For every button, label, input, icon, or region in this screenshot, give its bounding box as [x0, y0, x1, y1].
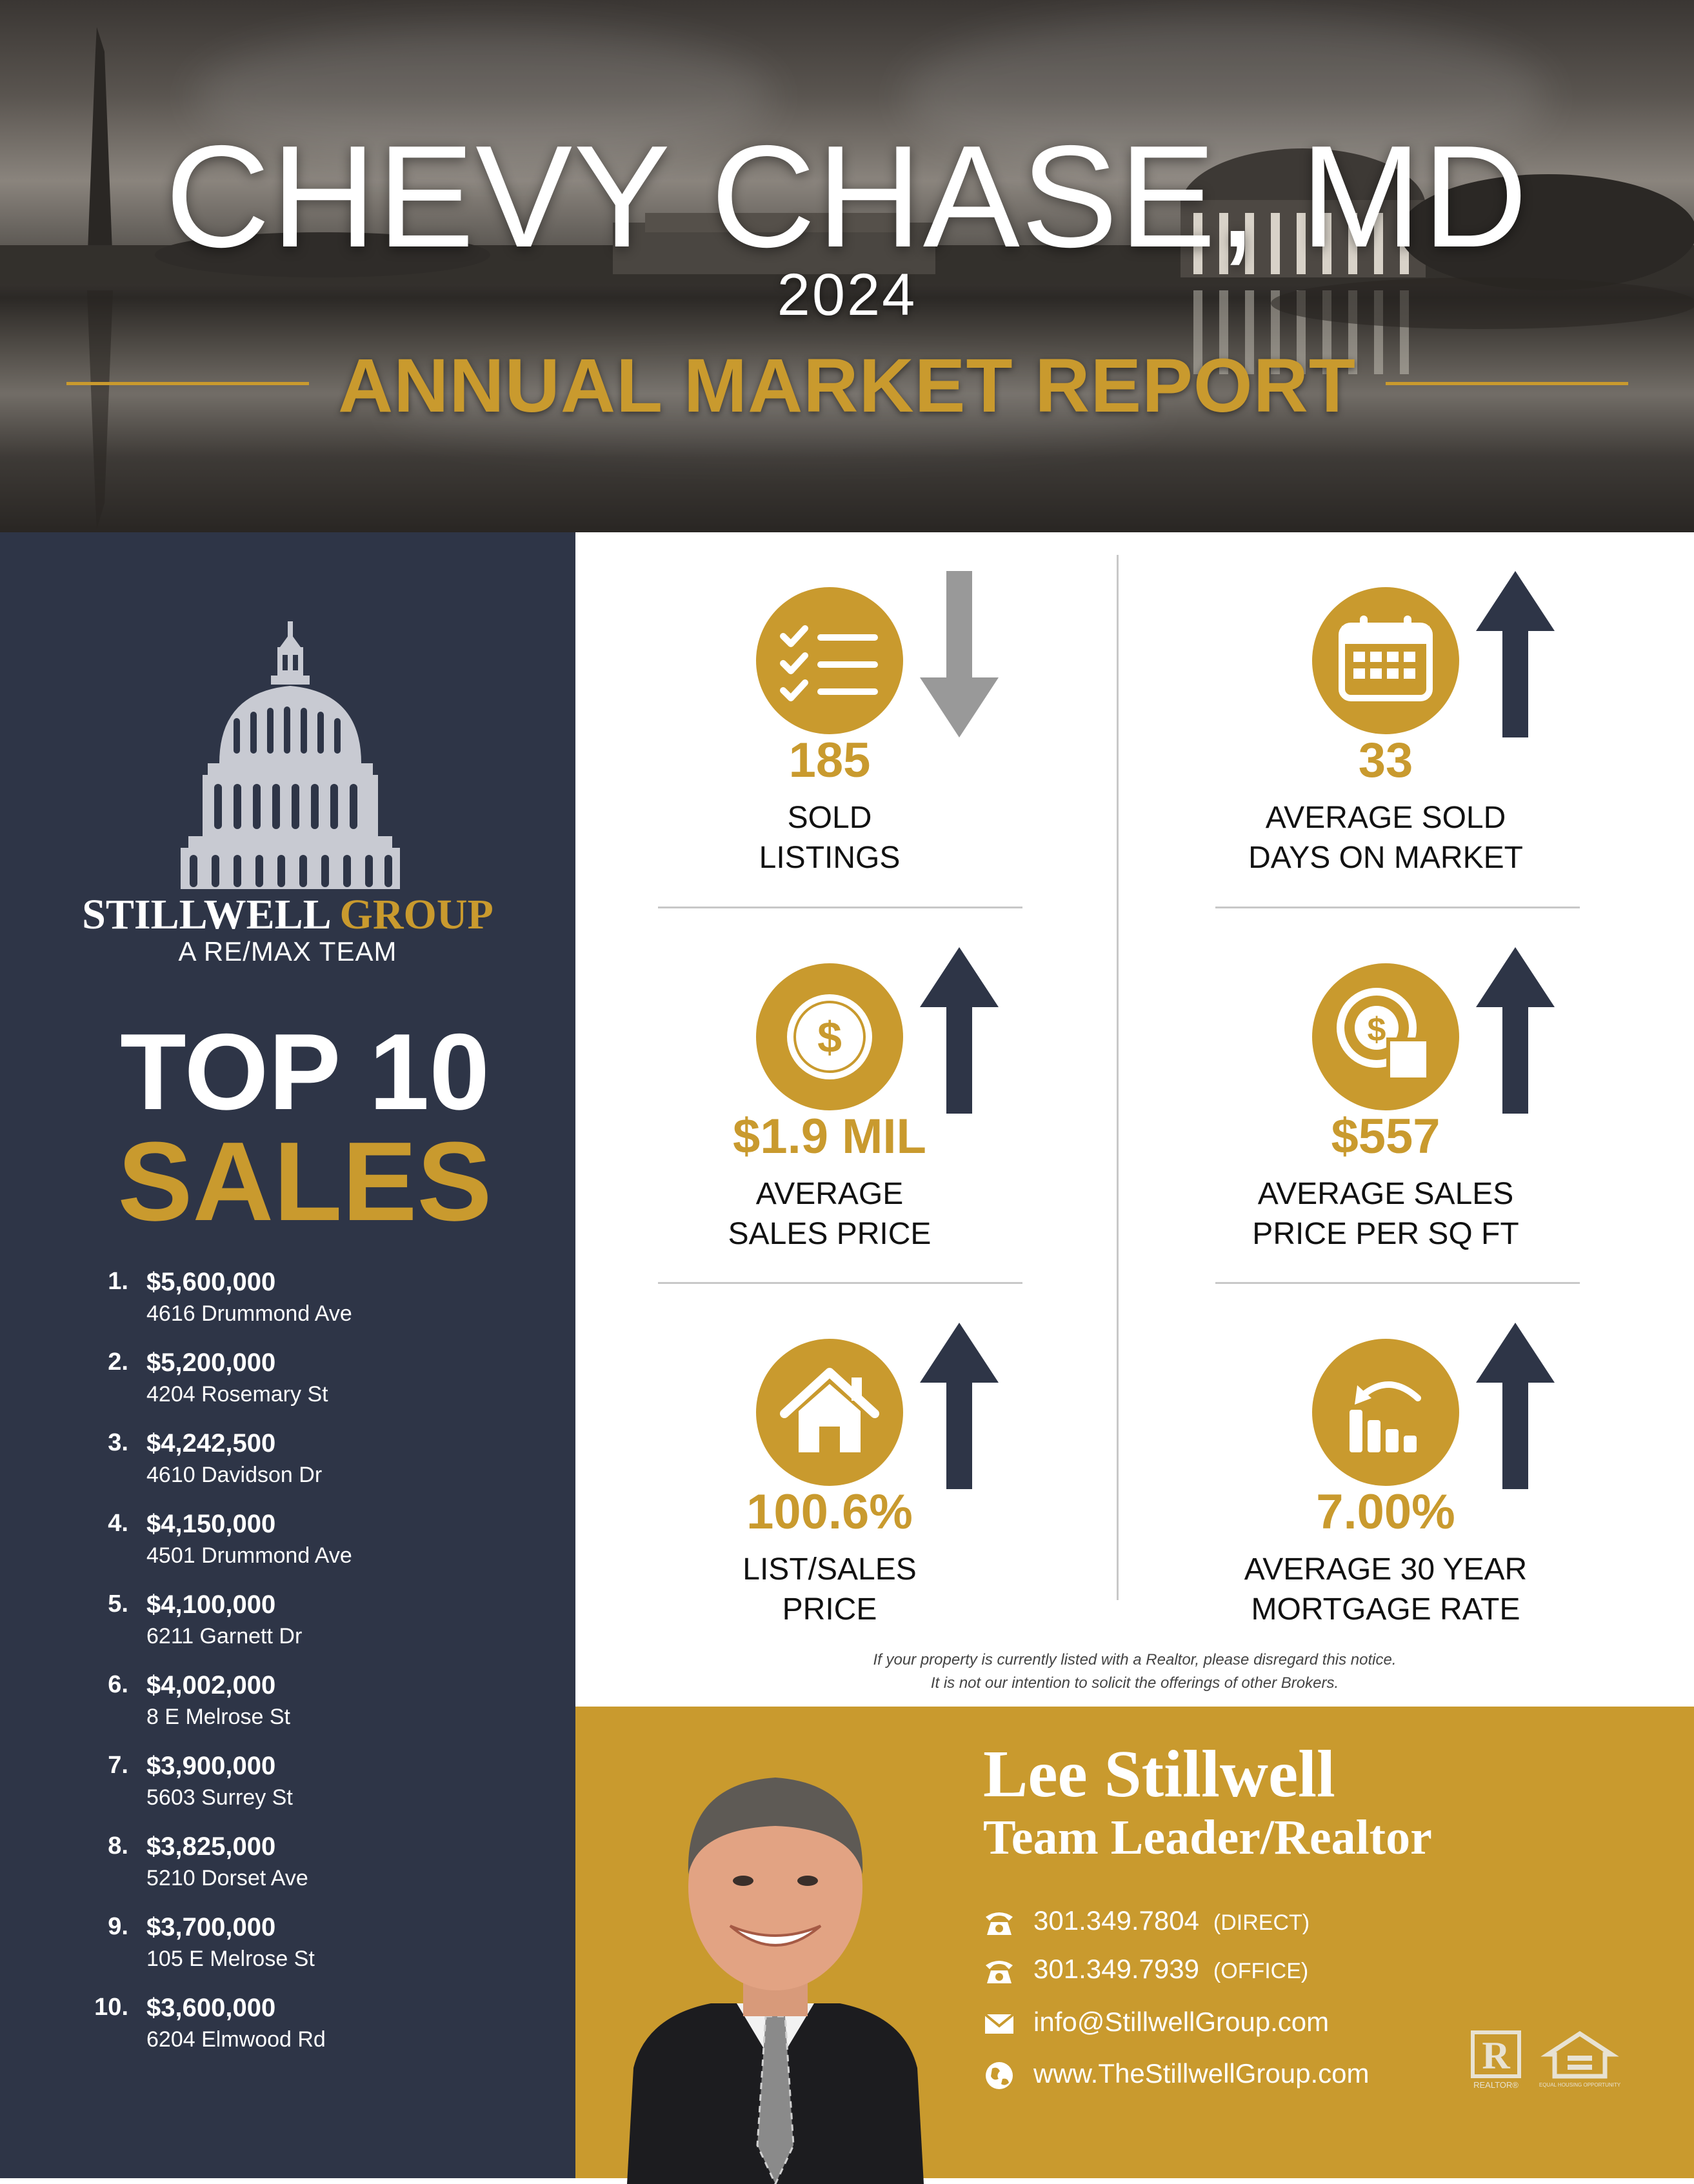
sale-address: 8 E Melrose St — [146, 1705, 290, 1729]
stat-label-line1: LIST/SALES — [742, 1552, 917, 1587]
sale-rank: 6. — [108, 1671, 128, 1698]
stat-label-line1: AVERAGE SALES — [1257, 1177, 1514, 1211]
stat-value: 185 — [788, 733, 871, 788]
realtor-logo — [1469, 2032, 1523, 2090]
sale-rank: 4. — [108, 1510, 128, 1537]
sale-rank: 9. — [108, 1913, 128, 1940]
sale-price: $3,700,000 — [146, 1913, 276, 1941]
list-item — [0, 1590, 575, 1661]
stat-mortgage-rate — [1215, 1284, 1667, 1632]
trend-up-arrow-icon — [917, 947, 1001, 1115]
sale-address: 5210 Dorset Ave — [146, 1866, 308, 1890]
trend-up-arrow-icon — [1473, 947, 1557, 1115]
report-year: 2024 — [777, 262, 917, 328]
list-item — [0, 1510, 575, 1581]
city-title: CHEVY CHASE, MD — [165, 115, 1529, 277]
envelope-icon — [983, 2008, 1015, 2040]
stat-sold-listings — [659, 532, 1111, 881]
sale-address: 4501 Drummond Ave — [146, 1543, 352, 1568]
sale-rank: 3. — [108, 1429, 128, 1456]
list-item — [0, 1348, 575, 1419]
header-banner — [0, 0, 1694, 532]
stat-label — [621, 798, 1039, 878]
stat-label-line1: AVERAGE 30 YEAR — [1244, 1552, 1528, 1587]
stat-label-line1: SOLD — [787, 801, 872, 835]
disclaimer-line2: It is not our intention to solicit the offerings of other Brokers. — [930, 1674, 1339, 1692]
stats-panel — [575, 532, 1694, 1707]
stat-label-line2: PRICE — [782, 1592, 877, 1627]
sale-rank: 5. — [108, 1590, 128, 1618]
sale-price: $4,002,000 — [146, 1671, 276, 1699]
stat-label — [1177, 1550, 1595, 1630]
checklist-icon — [756, 587, 903, 734]
phone-office-number[interactable]: 301.349.7939 — [1033, 1954, 1199, 1984]
report-title: ANNUAL MARKET REPORT — [337, 343, 1357, 428]
house-icon — [756, 1339, 903, 1486]
phone-office-note: (OFFICE) — [1213, 1959, 1309, 1983]
sale-address: 6204 Elmwood Rd — [146, 2027, 326, 2052]
stat-label-line2: MORTGAGE RATE — [1251, 1592, 1520, 1627]
sale-address: 4616 Drummond Ave — [146, 1301, 352, 1326]
sale-price: $4,242,500 — [146, 1429, 276, 1458]
equal-housing-text: EQUAL HOUSING OPPORTUNITY — [1539, 2082, 1621, 2088]
disclaimer-line1: If your property is currently listed with a Realtor, please disregard this notice. — [873, 1651, 1397, 1668]
stat-label-line1: AVERAGE SOLD — [1265, 801, 1506, 835]
calendar-icon — [1312, 587, 1459, 734]
stat-value: $1.9 MIL — [733, 1109, 926, 1164]
sale-address: 4610 Davidson Dr — [146, 1463, 323, 1487]
list-item — [0, 1832, 575, 1903]
trend-up-arrow-icon — [917, 1323, 1001, 1490]
sale-address: 6211 Garnett Dr — [146, 1624, 303, 1648]
sidebar — [0, 532, 575, 2178]
sale-price: $3,900,000 — [146, 1752, 276, 1780]
list-item — [0, 1671, 575, 1742]
globe-icon — [983, 2059, 1015, 2092]
list-item — [0, 1994, 575, 2065]
list-item — [0, 1268, 575, 1339]
stat-label — [1177, 1174, 1595, 1254]
agent-title: Team Leader/Realtor — [983, 1810, 1432, 1865]
stat-value: $557 — [1331, 1109, 1440, 1164]
rising-bar-chart-icon — [1312, 1339, 1459, 1486]
stat-label — [621, 1550, 1039, 1630]
phone-icon — [983, 1907, 1015, 1939]
phone-office[interactable] — [1033, 1954, 1308, 1985]
top-sales-subtitle: SALES — [117, 1118, 492, 1244]
sale-address: 4204 Rosemary St — [146, 1382, 328, 1407]
trend-down-arrow-icon — [917, 571, 1001, 739]
svg-text:$: $ — [817, 1013, 842, 1062]
stat-days-on-market — [1215, 532, 1667, 881]
stat-label — [1177, 798, 1595, 878]
list-item — [0, 1913, 575, 1984]
stat-value: 100.6% — [746, 1485, 913, 1539]
list-item — [0, 1429, 575, 1500]
sale-price: $5,600,000 — [146, 1268, 276, 1296]
sale-address: 5603 Surrey St — [146, 1785, 293, 1810]
price-per-sqft-icon — [1312, 963, 1459, 1110]
stat-average-sales-price — [659, 908, 1111, 1257]
list-item — [0, 1752, 575, 1823]
stats-divider-vertical — [1117, 555, 1119, 1600]
sale-price: $5,200,000 — [146, 1348, 276, 1377]
sale-address: 105 E Melrose St — [146, 1947, 315, 1971]
sale-rank: 2. — [108, 1348, 128, 1376]
agent-photo — [621, 1732, 930, 2184]
top-sales-title: TOP 10 — [120, 1011, 490, 1132]
stat-list-sales-price — [659, 1284, 1111, 1632]
email-link[interactable]: info@StillwellGroup.com — [1033, 2007, 1330, 2037]
sale-rank: 1. — [108, 1268, 128, 1295]
sale-rank: 7. — [108, 1752, 128, 1779]
stat-value: 33 — [1358, 733, 1413, 788]
stat-price-per-sqft — [1215, 908, 1667, 1257]
phone-direct-number[interactable]: 301.349.7804 — [1033, 1905, 1199, 1936]
phone-direct[interactable] — [1033, 1905, 1310, 1936]
sale-price: $4,100,000 — [146, 1590, 276, 1619]
stat-value: 7.00% — [1316, 1485, 1455, 1539]
stat-label-line2: LISTINGS — [759, 841, 901, 875]
contact-panel — [575, 1707, 1694, 2178]
realtor-logo-text: REALTOR® — [1473, 2080, 1519, 2090]
capitol-dome-icon — [174, 621, 406, 886]
sale-rank: 8. — [108, 1832, 128, 1859]
brand-name — [0, 890, 575, 939]
phone-icon — [983, 1955, 1015, 1987]
stat-label-line2: DAYS ON MARKET — [1248, 841, 1523, 875]
svg-text:R: R — [1482, 2034, 1510, 2077]
sale-price: $4,150,000 — [146, 1510, 276, 1538]
disclaimer — [575, 1648, 1694, 1695]
brand-name-part1: STILLWELL — [82, 891, 329, 938]
sale-price: $3,825,000 — [146, 1832, 276, 1861]
stat-label — [621, 1174, 1039, 1254]
sale-price: $3,600,000 — [146, 1994, 276, 2022]
stat-label-line2: PRICE PER SQ FT — [1252, 1217, 1519, 1251]
svg-text:$: $ — [1367, 1011, 1386, 1048]
stat-label-line2: SALES PRICE — [728, 1217, 932, 1251]
sale-rank: 10. — [94, 1994, 128, 2021]
agent-name: Lee Stillwell — [983, 1737, 1335, 1811]
stat-label-line1: AVERAGE — [755, 1177, 904, 1211]
phone-direct-note: (DIRECT) — [1213, 1910, 1310, 1935]
trend-up-arrow-icon — [1473, 571, 1557, 739]
brand-subtitle: A RE/MAX TEAM — [178, 936, 397, 967]
equal-housing-logo — [1539, 2032, 1621, 2090]
dollar-coin-icon — [756, 963, 903, 1110]
website-link[interactable]: www.TheStillwellGroup.com — [1033, 2058, 1370, 2089]
trend-up-arrow-icon — [1473, 1323, 1557, 1490]
brand-name-part2: GROUP — [339, 891, 493, 938]
